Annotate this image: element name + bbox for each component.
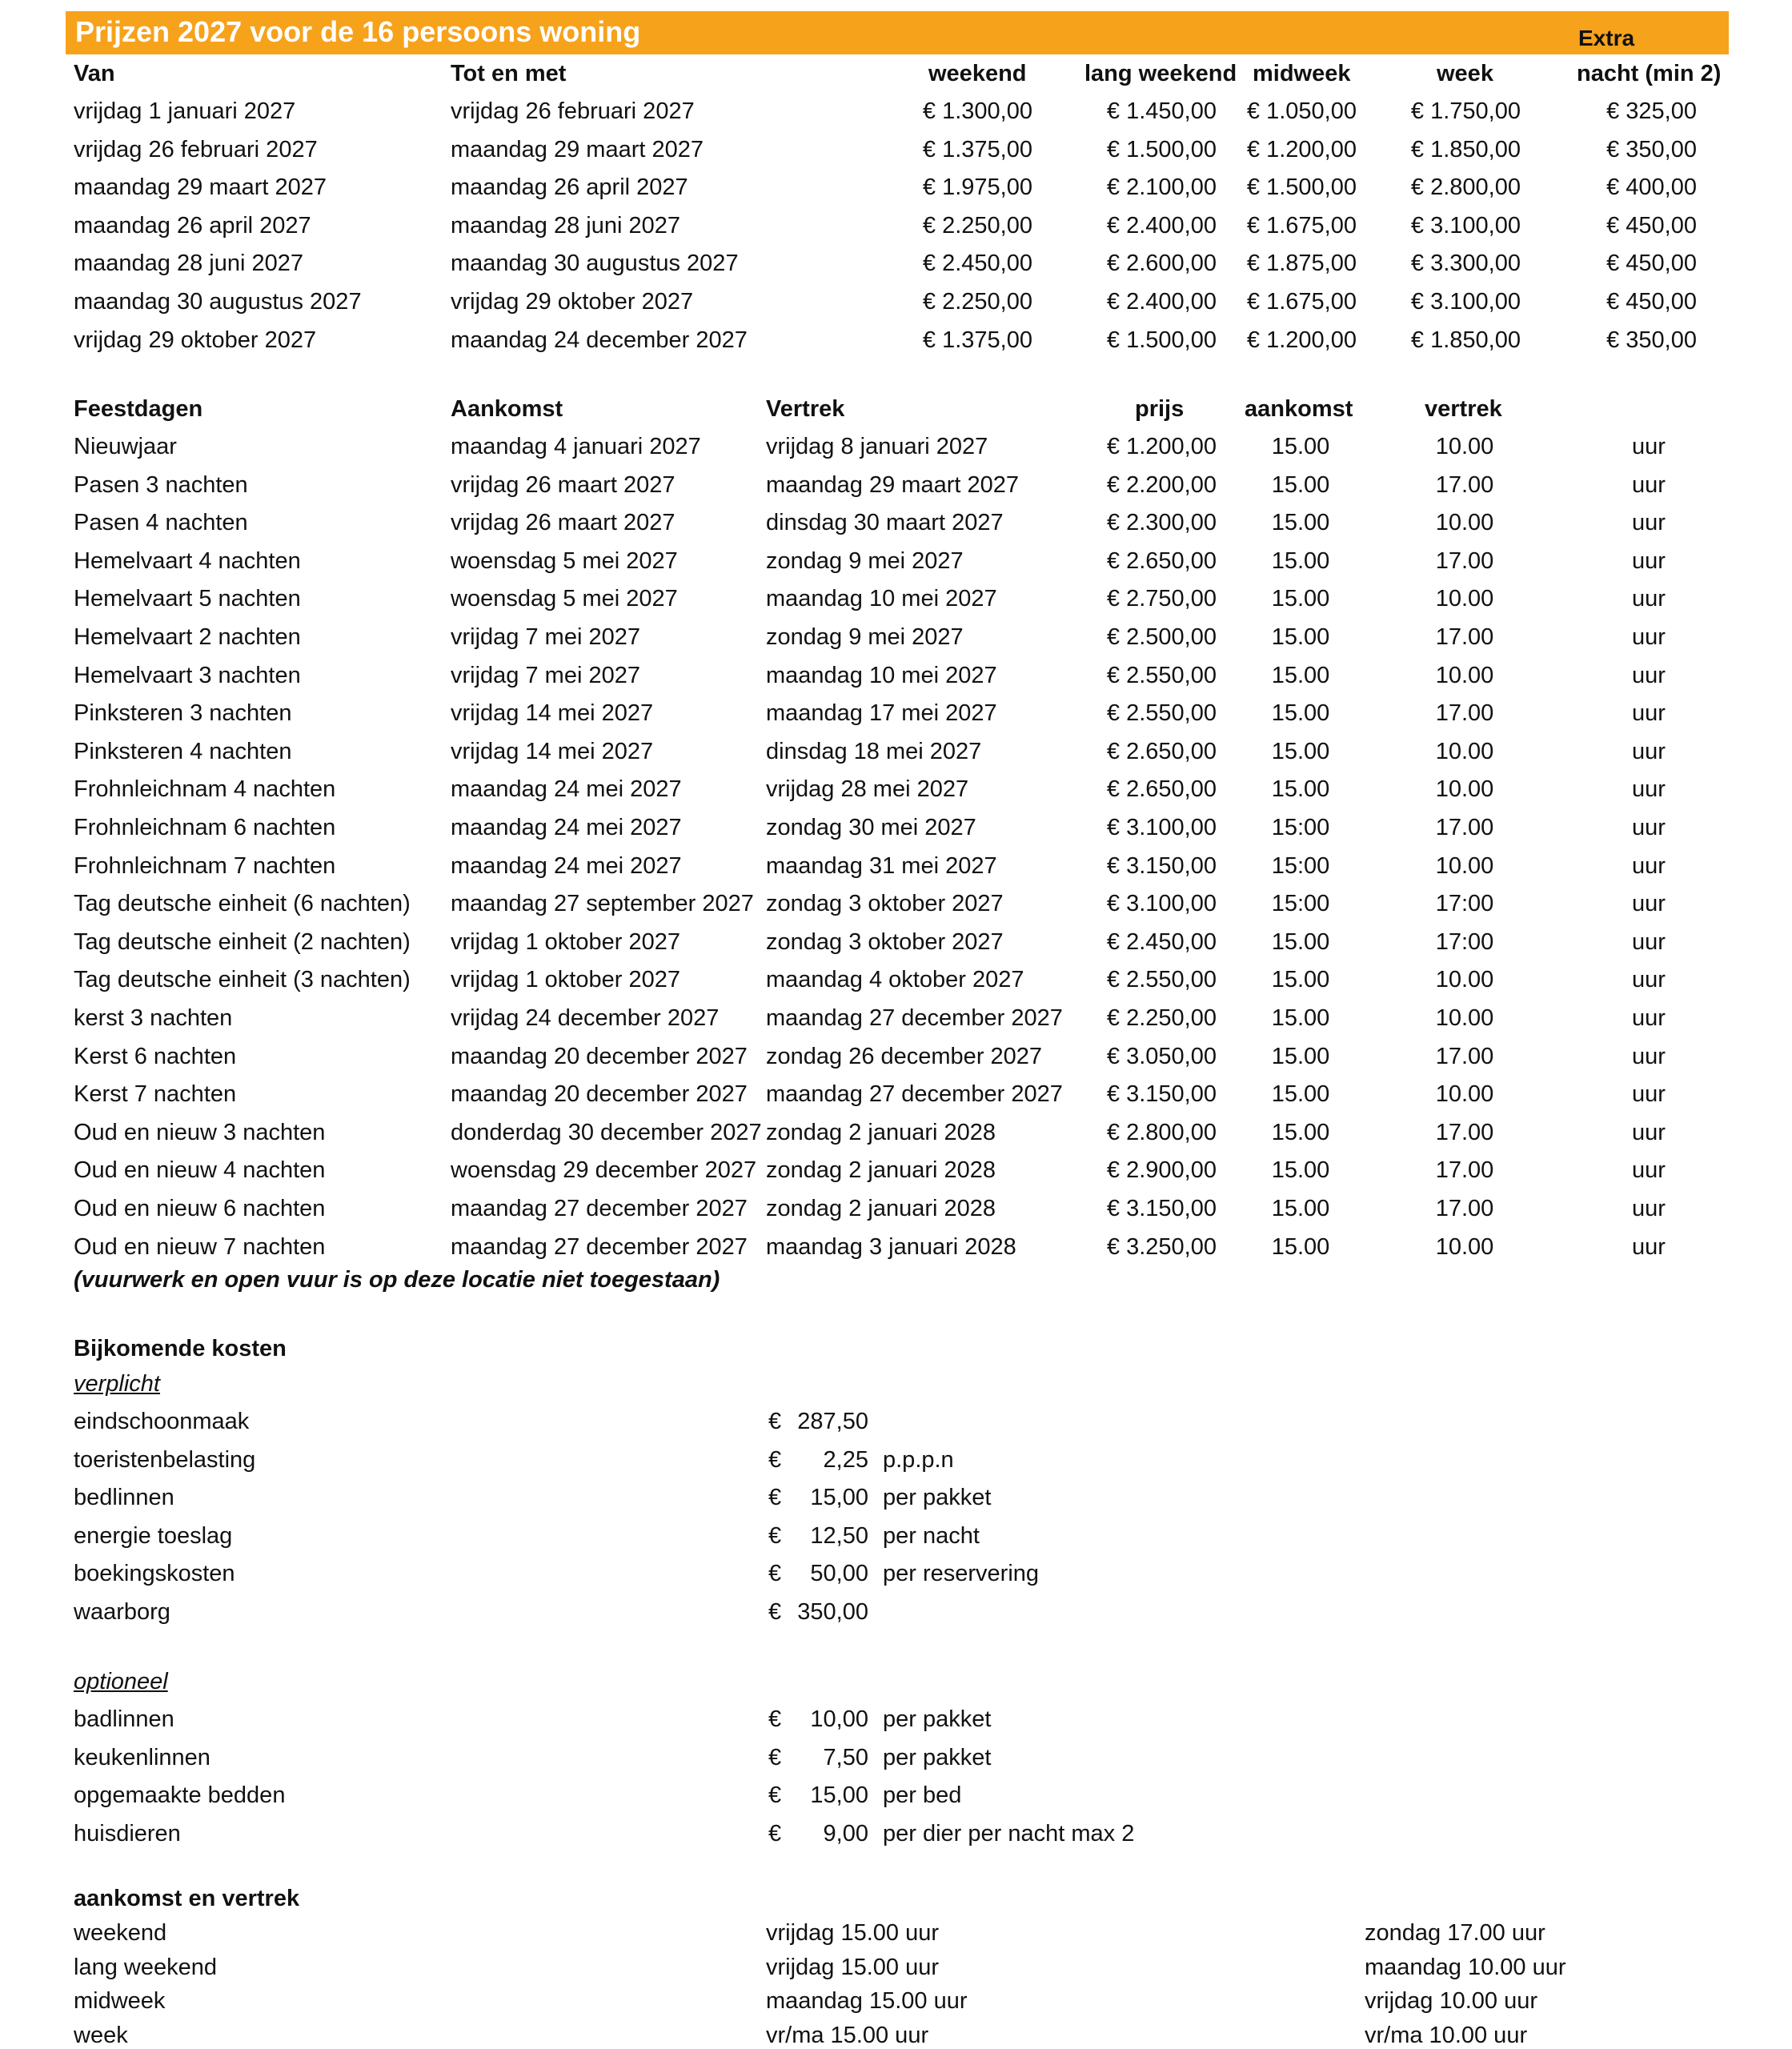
price-row-to: maandag 24 december 2027 <box>451 327 748 353</box>
stay-type: midweek <box>74 1988 166 2014</box>
holiday-row-arrival-time: 15.00 <box>1271 1120 1330 1145</box>
holiday-row-departure: zondag 2 januari 2028 <box>766 1157 996 1183</box>
price-row-weekend: € 1.375,00 <box>922 327 1032 353</box>
euro-sign: € <box>768 1409 782 1434</box>
stay-arrival: vr/ma 15.00 uur <box>766 2023 929 2048</box>
cost-amount: 50,00 <box>810 1561 868 1586</box>
holiday-row-departure-time: 17:00 <box>1435 891 1494 916</box>
holiday-row-departure-time: 17.00 <box>1435 624 1494 650</box>
holidays-header-price: prijs <box>1135 396 1185 422</box>
price-row-extra: € 350,00 <box>1606 137 1697 162</box>
holiday-row-arrival-time: 15.00 <box>1271 776 1330 802</box>
cost-name: energie toeslag <box>74 1523 233 1549</box>
header-weekend: weekend <box>928 61 1027 86</box>
holiday-row-departure: zondag 2 januari 2028 <box>766 1196 996 1221</box>
holiday-row-arrival-time: 15.00 <box>1271 739 1330 764</box>
euro-sign: € <box>768 1599 782 1625</box>
holiday-row-arrival: vrijdag 26 maart 2027 <box>451 510 676 535</box>
holiday-row-name: Nieuwjaar <box>74 434 177 459</box>
holiday-row-departure-time: 10.00 <box>1435 663 1494 688</box>
holiday-row-arrival: vrijdag 7 mei 2027 <box>451 663 640 688</box>
holiday-row-departure: maandag 17 mei 2027 <box>766 700 997 726</box>
holiday-row-departure-time: 10.00 <box>1435 739 1494 764</box>
cost-unit: per reservering <box>883 1561 1040 1586</box>
holiday-row-arrival-time: 15:00 <box>1271 853 1330 879</box>
holiday-row-name: Pinksteren 3 nachten <box>74 700 292 726</box>
holiday-row-unit: uur <box>1632 1044 1666 1069</box>
holiday-row-arrival: maandag 20 december 2027 <box>451 1081 748 1107</box>
holiday-row-arrival-time: 15.00 <box>1271 1005 1330 1031</box>
price-row-long-weekend: € 2.400,00 <box>1106 289 1217 315</box>
holiday-row-unit: uur <box>1632 586 1666 611</box>
price-row-long-weekend: € 1.500,00 <box>1106 327 1217 353</box>
price-row-week: € 3.100,00 <box>1410 213 1521 239</box>
holiday-row-price: € 2.650,00 <box>1106 739 1217 764</box>
holiday-row-departure-time: 10.00 <box>1435 1005 1494 1031</box>
holiday-row-departure: maandag 31 mei 2027 <box>766 853 997 879</box>
holiday-row-arrival: maandag 24 mei 2027 <box>451 853 682 879</box>
cost-name: eindschoonmaak <box>74 1409 250 1434</box>
holiday-row-unit: uur <box>1632 891 1666 916</box>
holiday-row-name: Hemelvaart 5 nachten <box>74 586 301 611</box>
cost-amount: 15,00 <box>810 1782 868 1808</box>
price-row-extra: € 400,00 <box>1606 174 1697 200</box>
holiday-row-name: kerst 3 nachten <box>74 1005 233 1031</box>
cost-unit: per pakket <box>883 1485 992 1510</box>
holiday-row-arrival: maandag 27 december 2027 <box>451 1234 748 1260</box>
header-midweek: midweek <box>1253 61 1351 86</box>
holidays-header-departure-time: vertrek <box>1425 396 1502 422</box>
euro-sign: € <box>768 1485 782 1510</box>
holiday-row-departure-time: 10.00 <box>1435 1081 1494 1107</box>
holiday-row-departure-time: 17.00 <box>1435 1157 1494 1183</box>
holiday-row-name: Hemelvaart 3 nachten <box>74 663 301 688</box>
price-row-extra: € 450,00 <box>1606 251 1697 276</box>
stay-arrival: maandag 15.00 uur <box>766 1988 968 2014</box>
stay-departure: zondag 17.00 uur <box>1365 1920 1545 1946</box>
holiday-row-departure-time: 10.00 <box>1435 510 1494 535</box>
holiday-row-name: Oud en nieuw 3 nachten <box>74 1120 326 1145</box>
holiday-row-name: Pasen 3 nachten <box>74 472 248 498</box>
stay-arrival: vrijdag 15.00 uur <box>766 1955 940 1980</box>
holiday-row-departure-time: 17.00 <box>1435 472 1494 498</box>
holiday-row-departure-time: 17.00 <box>1435 548 1494 574</box>
holiday-row-unit: uur <box>1632 1120 1666 1145</box>
holiday-row-departure-time: 10.00 <box>1435 1234 1494 1260</box>
holiday-row-price: € 2.650,00 <box>1106 776 1217 802</box>
holiday-row-departure-time: 17.00 <box>1435 815 1494 840</box>
price-row-extra: € 325,00 <box>1606 98 1697 124</box>
holiday-row-arrival: maandag 4 januari 2027 <box>451 434 701 459</box>
holiday-row-departure: maandag 10 mei 2027 <box>766 586 997 611</box>
holiday-row-departure: dinsdag 18 mei 2027 <box>766 739 982 764</box>
holiday-row-arrival-time: 15.00 <box>1271 510 1330 535</box>
holiday-row-arrival-time: 15.00 <box>1271 1234 1330 1260</box>
holiday-row-unit: uur <box>1632 624 1666 650</box>
price-row-to: maandag 26 april 2027 <box>451 174 688 200</box>
holiday-row-departure: dinsdag 30 maart 2027 <box>766 510 1004 535</box>
holiday-row-arrival-time: 15.00 <box>1271 472 1330 498</box>
holiday-row-price: € 2.500,00 <box>1106 624 1217 650</box>
price-row-long-weekend: € 2.100,00 <box>1106 174 1217 200</box>
holiday-row-departure-time: 10.00 <box>1435 967 1494 992</box>
price-row-week: € 1.850,00 <box>1410 137 1521 162</box>
holiday-row-departure: maandag 29 maart 2027 <box>766 472 1019 498</box>
holiday-row-departure: maandag 10 mei 2027 <box>766 663 997 688</box>
price-row-to: maandag 28 juni 2027 <box>451 213 681 239</box>
header-from: Van <box>74 61 115 86</box>
holiday-row-unit: uur <box>1632 1005 1666 1031</box>
holiday-row-departure: zondag 26 december 2027 <box>766 1044 1043 1069</box>
euro-sign: € <box>768 1782 782 1808</box>
price-row-midweek: € 1.200,00 <box>1246 137 1357 162</box>
price-row-weekend: € 2.250,00 <box>922 289 1032 315</box>
holiday-row-unit: uur <box>1632 967 1666 992</box>
holiday-row-departure-time: 10.00 <box>1435 586 1494 611</box>
holiday-row-arrival: woensdag 29 december 2027 <box>451 1157 757 1183</box>
price-row-long-weekend: € 1.500,00 <box>1106 137 1217 162</box>
price-row-from: maandag 29 maart 2027 <box>74 174 327 200</box>
holiday-row-name: Hemelvaart 2 nachten <box>74 624 301 650</box>
price-row-midweek: € 1.500,00 <box>1246 174 1357 200</box>
holiday-row-unit: uur <box>1632 472 1666 498</box>
holiday-row-unit: uur <box>1632 1157 1666 1183</box>
price-row-from: vrijdag 26 februari 2027 <box>74 137 318 162</box>
holiday-row-name: Pinksteren 4 nachten <box>74 739 292 764</box>
holiday-row-departure-time: 17:00 <box>1435 929 1494 955</box>
header-to: Tot en met <box>451 61 567 86</box>
holiday-row-arrival: maandag 24 mei 2027 <box>451 776 682 802</box>
holiday-row-price: € 2.800,00 <box>1106 1120 1217 1145</box>
holiday-row-unit: uur <box>1632 815 1666 840</box>
price-row-week: € 2.800,00 <box>1410 174 1521 200</box>
holiday-row-price: € 2.550,00 <box>1106 663 1217 688</box>
holiday-row-unit: uur <box>1632 1234 1666 1260</box>
page-title: Prijzen 2027 voor de 16 persoons woning <box>75 15 641 48</box>
holiday-row-departure: vrijdag 28 mei 2027 <box>766 776 969 802</box>
holiday-row-unit: uur <box>1632 510 1666 535</box>
holiday-row-price: € 2.750,00 <box>1106 586 1217 611</box>
cost-name: waarborg <box>74 1599 170 1625</box>
holiday-row-departure-time: 10.00 <box>1435 853 1494 879</box>
price-row-extra: € 350,00 <box>1606 327 1697 353</box>
stay-arrival: vrijdag 15.00 uur <box>766 1920 940 1946</box>
holiday-row-name: Frohnleichnam 7 nachten <box>74 853 336 879</box>
costs-optional-label: optioneel <box>74 1669 168 1694</box>
holiday-row-departure: maandag 3 januari 2028 <box>766 1234 1016 1260</box>
cost-unit: per pakket <box>883 1706 992 1732</box>
cost-unit: per bed <box>883 1782 962 1808</box>
holiday-row-unit: uur <box>1632 776 1666 802</box>
holiday-row-departure: maandag 27 december 2027 <box>766 1081 1063 1107</box>
euro-sign: € <box>768 1706 782 1732</box>
euro-sign: € <box>768 1447 782 1473</box>
price-row-midweek: € 1.675,00 <box>1246 213 1357 239</box>
price-row-weekend: € 2.450,00 <box>922 251 1032 276</box>
header-extra-line1: Extra <box>1578 26 1635 50</box>
price-row-to: maandag 29 maart 2027 <box>451 137 704 162</box>
holiday-row-arrival-time: 15.00 <box>1271 663 1330 688</box>
holiday-row-departure: zondag 30 mei 2027 <box>766 815 976 840</box>
holiday-row-name: Kerst 6 nachten <box>74 1044 237 1069</box>
holiday-row-arrival-time: 15.00 <box>1271 1081 1330 1107</box>
holiday-row-arrival-time: 15.00 <box>1271 586 1330 611</box>
holiday-row-unit: uur <box>1632 434 1666 459</box>
holiday-row-unit: uur <box>1632 663 1666 688</box>
cost-name: badlinnen <box>74 1706 174 1732</box>
price-row-from: maandag 30 augustus 2027 <box>74 289 362 315</box>
holiday-row-departure-time: 10.00 <box>1435 776 1494 802</box>
holiday-row-arrival: maandag 20 december 2027 <box>451 1044 748 1069</box>
cost-name: boekingskosten <box>74 1561 235 1586</box>
euro-sign: € <box>768 1523 782 1549</box>
holiday-row-price: € 2.650,00 <box>1106 548 1217 574</box>
holiday-row-unit: uur <box>1632 929 1666 955</box>
holiday-row-price: € 2.900,00 <box>1106 1157 1217 1183</box>
cost-amount: 12,50 <box>810 1523 868 1549</box>
price-row-to: maandag 30 augustus 2027 <box>451 251 739 276</box>
holiday-row-departure: maandag 4 oktober 2027 <box>766 967 1024 992</box>
holiday-row-departure: vrijdag 8 januari 2027 <box>766 434 988 459</box>
price-row-from: maandag 28 juni 2027 <box>74 251 304 276</box>
holiday-row-unit: uur <box>1632 853 1666 879</box>
holiday-row-arrival-time: 15.00 <box>1271 700 1330 726</box>
price-row-midweek: € 1.675,00 <box>1246 289 1357 315</box>
holiday-row-departure: zondag 9 mei 2027 <box>766 548 964 574</box>
holiday-row-arrival-time: 15:00 <box>1271 815 1330 840</box>
holiday-row-name: Oud en nieuw 7 nachten <box>74 1234 326 1260</box>
holiday-row-departure: maandag 27 december 2027 <box>766 1005 1063 1031</box>
cost-amount: 2,25 <box>823 1447 868 1473</box>
holiday-row-price: € 3.100,00 <box>1106 815 1217 840</box>
holiday-row-name: Hemelvaart 4 nachten <box>74 548 301 574</box>
holiday-row-arrival: maandag 27 september 2027 <box>451 891 754 916</box>
cost-name: toeristenbelasting <box>74 1447 256 1473</box>
price-row-from: vrijdag 29 oktober 2027 <box>74 327 317 353</box>
holidays-header-arrival-time: aankomst <box>1245 396 1353 422</box>
holiday-row-arrival-time: 15:00 <box>1271 891 1330 916</box>
holiday-row-name: Frohnleichnam 4 nachten <box>74 776 336 802</box>
cost-amount: 287,50 <box>797 1409 868 1434</box>
holiday-row-price: € 2.550,00 <box>1106 700 1217 726</box>
cost-unit: p.p.p.n <box>883 1447 954 1473</box>
price-row-weekend: € 2.250,00 <box>922 213 1032 239</box>
holiday-row-departure-time: 17.00 <box>1435 1044 1494 1069</box>
euro-sign: € <box>768 1561 782 1586</box>
price-row-weekend: € 1.975,00 <box>922 174 1032 200</box>
holiday-row-price: € 3.250,00 <box>1106 1234 1217 1260</box>
price-row-from: vrijdag 1 januari 2027 <box>74 98 296 124</box>
holiday-row-price: € 3.100,00 <box>1106 891 1217 916</box>
holiday-row-price: € 2.450,00 <box>1106 929 1217 955</box>
price-row-long-weekend: € 1.450,00 <box>1106 98 1217 124</box>
holidays-note: (vuurwerk en open vuur is op deze locatie niet toegestaan) <box>74 1267 720 1293</box>
holiday-row-unit: uur <box>1632 1081 1666 1107</box>
holiday-row-price: € 2.250,00 <box>1106 1005 1217 1031</box>
holiday-row-price: € 3.150,00 <box>1106 1196 1217 1221</box>
holiday-row-arrival: donderdag 30 december 2027 <box>451 1120 762 1145</box>
stay-departure: maandag 10.00 uur <box>1365 1955 1566 1980</box>
title-band <box>66 11 1729 54</box>
cost-name: opgemaakte bedden <box>74 1782 286 1808</box>
holiday-row-arrival-time: 15.00 <box>1271 1044 1330 1069</box>
holiday-row-arrival: woensdag 5 mei 2027 <box>451 548 678 574</box>
holiday-row-arrival-time: 15.00 <box>1271 434 1330 459</box>
holiday-row-arrival: maandag 27 december 2027 <box>451 1196 748 1221</box>
price-row-week: € 3.100,00 <box>1410 289 1521 315</box>
holidays-header-name: Feestdagen <box>74 396 203 422</box>
holiday-row-arrival: maandag 24 mei 2027 <box>451 815 682 840</box>
holiday-row-departure-time: 17.00 <box>1435 1196 1494 1221</box>
holiday-row-name: Pasen 4 nachten <box>74 510 248 535</box>
stay-type: lang weekend <box>74 1955 217 1980</box>
cost-name: keukenlinnen <box>74 1745 210 1770</box>
holiday-row-price: € 3.050,00 <box>1106 1044 1217 1069</box>
costs-title: Bijkomende kosten <box>74 1336 287 1361</box>
holiday-row-unit: uur <box>1632 739 1666 764</box>
holiday-row-name: Kerst 7 nachten <box>74 1081 237 1107</box>
holiday-row-arrival: vrijdag 24 december 2027 <box>451 1005 720 1031</box>
cost-name: huisdieren <box>74 1821 181 1847</box>
holiday-row-departure: zondag 3 oktober 2027 <box>766 891 1004 916</box>
holiday-row-arrival: vrijdag 26 maart 2027 <box>451 472 676 498</box>
holiday-row-arrival: vrijdag 14 mei 2027 <box>451 739 654 764</box>
cost-amount: 10,00 <box>810 1706 868 1732</box>
stay-departure: vrijdag 10.00 uur <box>1365 1988 1538 2014</box>
cost-unit: per nacht <box>883 1523 980 1549</box>
cost-amount: 7,50 <box>823 1745 868 1770</box>
holiday-row-arrival-time: 15.00 <box>1271 548 1330 574</box>
holiday-row-price: € 3.150,00 <box>1106 853 1217 879</box>
holiday-row-arrival: vrijdag 7 mei 2027 <box>451 624 640 650</box>
stay-type: weekend <box>74 1920 167 1946</box>
price-row-weekend: € 1.375,00 <box>922 137 1032 162</box>
cost-amount: 350,00 <box>797 1599 868 1625</box>
holiday-row-arrival-time: 15.00 <box>1271 1196 1330 1221</box>
cost-name: bedlinnen <box>74 1485 174 1510</box>
holiday-row-arrival: vrijdag 1 oktober 2027 <box>451 967 680 992</box>
holiday-row-price: € 2.200,00 <box>1106 472 1217 498</box>
holiday-row-departure-time: 10.00 <box>1435 434 1494 459</box>
cost-unit: per pakket <box>883 1745 992 1770</box>
holiday-row-name: Oud en nieuw 4 nachten <box>74 1157 326 1183</box>
holiday-row-arrival-time: 15.00 <box>1271 967 1330 992</box>
holiday-row-departure-time: 17.00 <box>1435 700 1494 726</box>
holiday-row-price: € 2.300,00 <box>1106 510 1217 535</box>
cost-unit: per dier per nacht max 2 <box>883 1821 1135 1847</box>
price-row-long-weekend: € 2.400,00 <box>1106 213 1217 239</box>
holiday-row-arrival-time: 15.00 <box>1271 929 1330 955</box>
holiday-row-unit: uur <box>1632 1196 1666 1221</box>
header-week: week <box>1437 61 1493 86</box>
euro-sign: € <box>768 1745 782 1770</box>
price-row-from: maandag 26 april 2027 <box>74 213 311 239</box>
holiday-row-arrival-time: 15.00 <box>1271 624 1330 650</box>
holidays-header-departure: Vertrek <box>766 396 845 422</box>
price-row-week: € 3.300,00 <box>1410 251 1521 276</box>
holiday-row-arrival: vrijdag 14 mei 2027 <box>451 700 654 726</box>
arrival-departure-title: aankomst en vertrek <box>74 1886 300 1911</box>
holiday-row-name: Tag deutsche einheit (6 nachten) <box>74 891 411 916</box>
holiday-row-name: Oud en nieuw 6 nachten <box>74 1196 326 1221</box>
price-row-midweek: € 1.875,00 <box>1246 251 1357 276</box>
holidays-header-arrival: Aankomst <box>451 396 563 422</box>
euro-sign: € <box>768 1821 782 1847</box>
costs-mandatory-label: verplicht <box>74 1371 160 1397</box>
price-row-extra: € 450,00 <box>1606 289 1697 315</box>
price-row-to: vrijdag 26 februari 2027 <box>451 98 695 124</box>
price-row-to: vrijdag 29 oktober 2027 <box>451 289 694 315</box>
cost-amount: 15,00 <box>810 1485 868 1510</box>
holiday-row-price: € 2.550,00 <box>1106 967 1217 992</box>
header-extra-line2: nacht (min 2) <box>1577 61 1722 86</box>
holiday-row-name: Tag deutsche einheit (2 nachten) <box>74 929 411 955</box>
price-row-extra: € 450,00 <box>1606 213 1697 239</box>
cost-amount: 9,00 <box>823 1821 868 1847</box>
holiday-row-departure: zondag 3 oktober 2027 <box>766 929 1004 955</box>
holiday-row-arrival: woensdag 5 mei 2027 <box>451 586 678 611</box>
holiday-row-arrival: vrijdag 1 oktober 2027 <box>451 929 680 955</box>
header-long-weekend: lang weekend <box>1084 61 1237 86</box>
price-row-midweek: € 1.200,00 <box>1246 327 1357 353</box>
holiday-row-unit: uur <box>1632 548 1666 574</box>
stay-departure: vr/ma 10.00 uur <box>1365 2023 1528 2048</box>
price-row-week: € 1.850,00 <box>1410 327 1521 353</box>
holiday-row-name: Tag deutsche einheit (3 nachten) <box>74 967 411 992</box>
price-row-midweek: € 1.050,00 <box>1246 98 1357 124</box>
holiday-row-name: Frohnleichnam 6 nachten <box>74 815 336 840</box>
holiday-row-unit: uur <box>1632 700 1666 726</box>
holiday-row-departure-time: 17.00 <box>1435 1120 1494 1145</box>
holiday-row-departure: zondag 2 januari 2028 <box>766 1120 996 1145</box>
holiday-row-price: € 1.200,00 <box>1106 434 1217 459</box>
price-row-long-weekend: € 2.600,00 <box>1106 251 1217 276</box>
price-row-weekend: € 1.300,00 <box>922 98 1032 124</box>
price-row-week: € 1.750,00 <box>1410 98 1521 124</box>
holiday-row-departure: zondag 9 mei 2027 <box>766 624 964 650</box>
holiday-row-arrival-time: 15.00 <box>1271 1157 1330 1183</box>
holiday-row-price: € 3.150,00 <box>1106 1081 1217 1107</box>
stay-type: week <box>74 2023 128 2048</box>
